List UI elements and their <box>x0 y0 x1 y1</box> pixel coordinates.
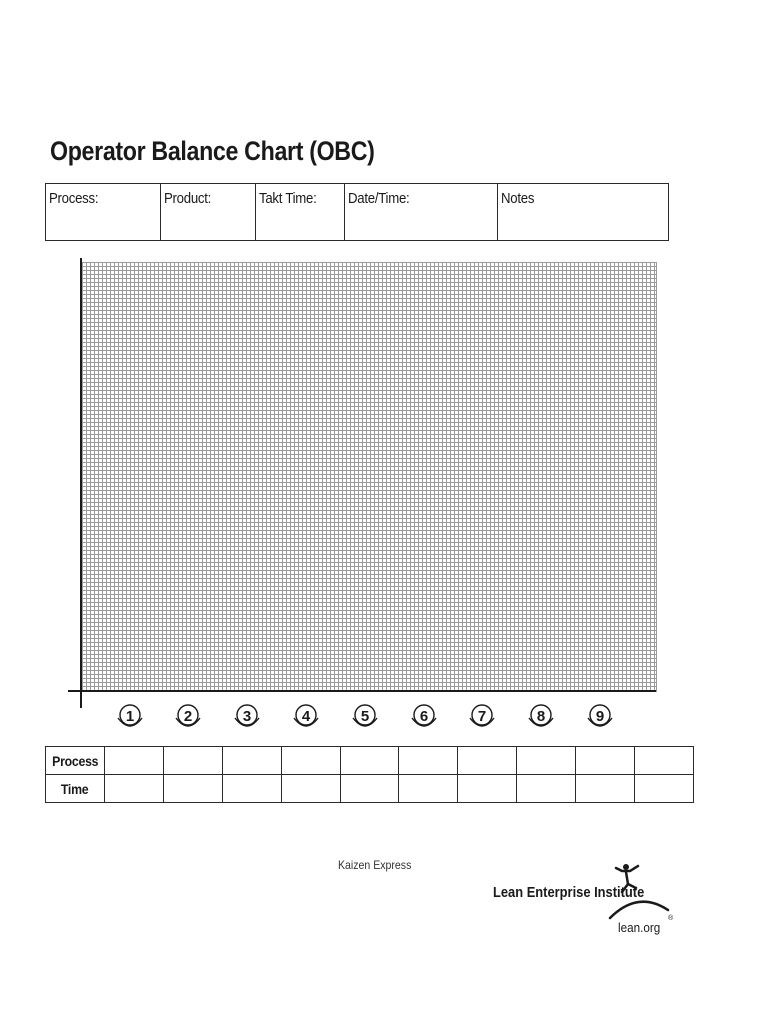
process-label: Process: <box>49 190 99 207</box>
notes-label: Notes <box>501 190 535 207</box>
y-axis <box>80 258 82 708</box>
logo-name: Lean Enterprise Institute <box>493 884 645 901</box>
page-title: Operator Balance Chart (OBC) <box>50 136 375 166</box>
operator-8-number: 8 <box>536 707 546 725</box>
product-field[interactable] <box>161 184 256 241</box>
operator-9-marker <box>586 702 614 730</box>
operator-1-number: 1 <box>125 707 135 725</box>
time-cell-6[interactable] <box>399 775 458 803</box>
operator-2-marker <box>174 702 202 730</box>
operator-4-marker <box>292 702 320 730</box>
logo-url: lean.org <box>618 920 661 935</box>
time-cell-9[interactable] <box>576 775 635 803</box>
time-cell-5[interactable] <box>340 775 399 803</box>
operator-9-number: 9 <box>595 707 605 725</box>
process-field[interactable] <box>46 184 161 241</box>
time-cell-3[interactable] <box>222 775 281 803</box>
process-cell-5[interactable] <box>340 747 399 775</box>
process-time-table <box>45 746 694 803</box>
balance-chart <box>68 258 668 710</box>
process-row-label: Process <box>46 747 105 775</box>
footer-text: Kaizen Express <box>338 858 412 872</box>
notes-field[interactable] <box>498 184 669 241</box>
time-cell-8[interactable] <box>517 775 576 803</box>
time-cell-10[interactable] <box>635 775 694 803</box>
process-cell-3[interactable] <box>222 747 281 775</box>
date-time-field[interactable] <box>345 184 498 241</box>
process-cell-1[interactable] <box>105 747 164 775</box>
chart-grid <box>82 262 657 692</box>
date-time-label: Date/Time: <box>348 190 410 207</box>
process-cell-10[interactable] <box>635 747 694 775</box>
time-row-label: Time <box>46 775 105 803</box>
process-cell-4[interactable] <box>281 747 340 775</box>
x-axis <box>68 690 656 692</box>
process-row <box>46 747 694 775</box>
process-cell-6[interactable] <box>399 747 458 775</box>
operator-5-number: 5 <box>360 707 370 725</box>
takt-time-label: Takt Time: <box>259 190 317 207</box>
header-fields-table <box>45 183 669 241</box>
time-cell-1[interactable] <box>105 775 164 803</box>
process-cell-2[interactable] <box>163 747 222 775</box>
operator-3-number: 3 <box>242 707 252 725</box>
time-row <box>46 775 694 803</box>
operator-3-marker <box>233 702 261 730</box>
product-label: Product: <box>164 190 212 207</box>
time-cell-2[interactable] <box>163 775 222 803</box>
process-cell-8[interactable] <box>517 747 576 775</box>
process-cell-9[interactable] <box>576 747 635 775</box>
operator-5-marker <box>351 702 379 730</box>
operator-4-number: 4 <box>301 707 311 725</box>
time-cell-7[interactable] <box>458 775 517 803</box>
process-cell-7[interactable] <box>458 747 517 775</box>
time-cell-4[interactable] <box>281 775 340 803</box>
operator-6-marker <box>410 702 438 730</box>
takt-time-field[interactable] <box>256 184 345 241</box>
operator-7-number: 7 <box>477 707 487 725</box>
operator-6-number: 6 <box>419 707 429 725</box>
operator-7-marker <box>468 702 496 730</box>
operator-1-marker <box>116 702 144 730</box>
svg-text:®: ® <box>668 915 674 922</box>
operator-2-number: 2 <box>183 707 193 725</box>
lean-enterprise-logo <box>490 862 690 942</box>
operator-8-marker <box>527 702 555 730</box>
